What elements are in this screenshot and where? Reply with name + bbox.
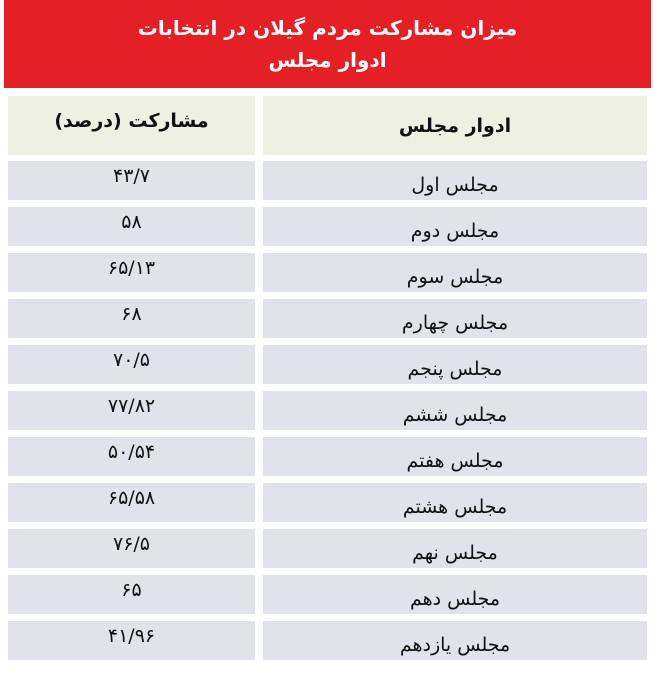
participation-table xyxy=(8,96,647,667)
table-row xyxy=(8,529,647,568)
table-row xyxy=(8,391,647,430)
period-cell: مجلس نهم xyxy=(263,529,647,568)
participation-value-cell: ۵۰/۵۴ xyxy=(8,437,255,476)
participation-value-cell: ۷۶/۵ xyxy=(8,529,255,568)
participation-value-cell: ۶۵ xyxy=(8,575,255,614)
period-cell: مجلس ششم xyxy=(263,391,647,430)
column-header-period: ادوار مجلس xyxy=(263,96,647,155)
participation-value-cell: ۶۵/۵۸ xyxy=(8,483,255,522)
period-cell: مجلس دهم xyxy=(263,575,647,614)
table-row xyxy=(8,483,647,522)
period-cell: مجلس اول xyxy=(263,161,647,200)
table-row xyxy=(8,437,647,476)
period-cell: مجلس سوم xyxy=(263,253,647,292)
period-cell: مجلس چهارم xyxy=(263,299,647,338)
table-row xyxy=(8,253,647,292)
table-row xyxy=(8,345,647,384)
table-body xyxy=(8,161,647,660)
period-cell: مجلس دوم xyxy=(263,207,647,246)
table-row xyxy=(8,161,647,200)
participation-value-cell: ۵۸ xyxy=(8,207,255,246)
participation-value-cell: ۶۸ xyxy=(8,299,255,338)
table-row xyxy=(8,207,647,246)
participation-value-cell: ۴۳/۷ xyxy=(8,161,255,200)
table-row xyxy=(8,575,647,614)
table-header-row xyxy=(8,96,647,155)
period-cell: مجلس هفتم xyxy=(263,437,647,476)
table-title-line-1: میزان مشارکت مردم گیلان در انتخابات xyxy=(137,16,518,40)
participation-value-cell: ۶۵/۱۳ xyxy=(8,253,255,292)
table-row xyxy=(8,299,647,338)
participation-value-cell: ۷۷/۸۲ xyxy=(8,391,255,430)
table-title-bar xyxy=(4,0,651,88)
column-header-participation: مشارکت (درصد) xyxy=(8,96,255,155)
period-cell: مجلس هشتم xyxy=(263,483,647,522)
period-cell: مجلس پنجم xyxy=(263,345,647,384)
table-title-line-2: ادوار مجلس xyxy=(268,48,387,72)
period-cell: مجلس یازدهم xyxy=(263,621,647,660)
table-row xyxy=(8,621,647,660)
participation-value-cell: ۴۱/۹۶ xyxy=(8,621,255,660)
participation-value-cell: ۷۰/۵ xyxy=(8,345,255,384)
